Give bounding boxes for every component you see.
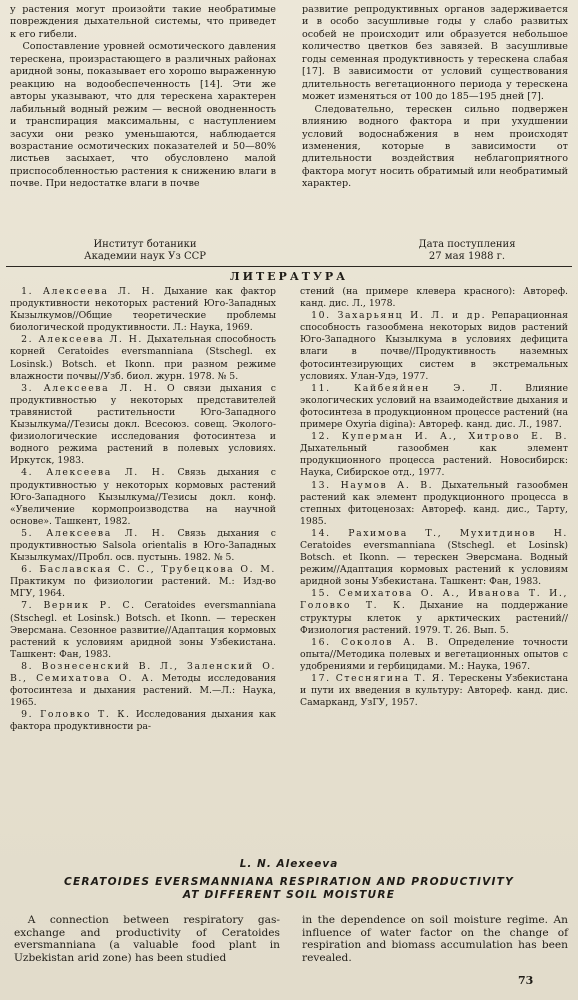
reference-details: Практикум по физиологии растений. М.: Изд-во МГУ, 1964. bbox=[10, 576, 276, 600]
references-right-column bbox=[300, 286, 568, 709]
reference-authors: 7. Верник Р. С. bbox=[21, 600, 136, 612]
reference-authors: 12. Куперман И. А., Хитрово Е. В. bbox=[311, 431, 568, 443]
reference-authors: 3. Алексеева Л. Н. bbox=[21, 382, 159, 394]
reference-details: Ceratoides eversmanniana (Stschegl. et Losinsk.) Botsch. et Ikonn. — терескен Эверсмана. Сезонное развитие//Адаптация кормовых растений к условиям аридной зоны Узбекистана. Ташкент: Фан, 1983. bbox=[10, 600, 276, 660]
reference-item bbox=[10, 528, 276, 564]
reference-details: Дыхание на поддержание структуры клеток у арктических растений//Физиология растений. 1979. Т. 26. Вып. 5. bbox=[300, 600, 568, 636]
literature-heading: ЛИТЕРАТУРА bbox=[229, 270, 349, 283]
reference-details: стений (на примере клевера красного): Автореф. канд. дис. Л., 1978. bbox=[300, 286, 568, 310]
reference-item bbox=[10, 600, 276, 660]
reference-authors: 13. Наумов А. В. bbox=[311, 479, 434, 491]
reference-item bbox=[10, 709, 276, 733]
references-left-column bbox=[10, 286, 276, 733]
institution-line: Институт ботаники bbox=[93, 239, 197, 250]
abstract-text: in the dependence on soil moisture regime. An influence of water factor on the change of respiration and biomass accumulation has been revealed. bbox=[302, 914, 568, 964]
reference-item bbox=[10, 661, 276, 709]
reference-details: О связи дыхания с продуктивностью у некоторых представителей травянистой растительности Юго-Западного Кызылкума//Тезисы докл. Всесоюз. совещ. Эколого-физиологические исследования фотосинтеза и водного режима растений в полевых условиях. Иркутск, 1983. bbox=[10, 382, 277, 467]
reference-authors: 16. Соколов А. В. bbox=[311, 636, 440, 648]
body-text-right-column bbox=[302, 4, 568, 191]
reference-item bbox=[300, 673, 568, 709]
received-value: 27 мая 1988 г. bbox=[428, 251, 506, 263]
reference-item bbox=[300, 528, 568, 588]
reference-details: Дыхательный газообмен как элемент продукционного процесса растений. Новосибирск: Наука, Сибирское отд., 1977. bbox=[300, 443, 568, 479]
body-paragraph: у растения могут произойти такие необратимые повреждения дыхательной системы, что приведет к его гибели. bbox=[10, 4, 276, 40]
reference-authors: 2. Алексеева Л. Н. bbox=[21, 334, 143, 346]
reference-item bbox=[300, 588, 568, 636]
english-title-line: AT DIFFERENT SOIL MOISTURE bbox=[182, 889, 396, 902]
reference-item bbox=[300, 480, 568, 528]
reference-authors: 15. Семихатова О. А., Иванова Т. И., Головко Т. К. bbox=[300, 588, 568, 612]
reference-details: Исследования дыхания как фактора продуктивности ра- bbox=[10, 709, 276, 733]
reference-item bbox=[300, 637, 568, 673]
reference-item bbox=[10, 286, 276, 334]
reference-authors: 17. Стеснягина Т. Я. bbox=[311, 673, 446, 684]
reference-authors: 14. Рахимова Т., Мухитдинов Н. bbox=[311, 527, 568, 539]
reference-item bbox=[300, 286, 568, 310]
reference-authors: 4. Алексеева Л. Н. bbox=[21, 467, 167, 479]
reference-authors: 9. Головко Т. К. bbox=[21, 709, 131, 721]
body-paragraph: развитие репродуктивных органов задерживается и в особо засушливые годы у слабо развитых особей не происходит или образуется небольшое количество цветков без завязей. В засушливые годы семенная продуктивность у терескена слабая [17]. В зависимости от условий существования длительность вегетационного периода у терескена может изменяться от 100 до 185—195 дней [7]. bbox=[302, 4, 568, 103]
received-label: Дата поступления bbox=[418, 239, 516, 250]
reference-details: Дыхание как фактор продуктивности некоторых растений Юго-Западных Кызылкумов//Общие теоретические проблемы биологической продуктивности. Л.: Наука, 1969. bbox=[10, 286, 276, 334]
reference-item bbox=[300, 431, 568, 479]
reference-authors: 1. Алексеева Л. Н. bbox=[21, 286, 156, 297]
reference-item bbox=[10, 383, 276, 468]
reference-details: Дыхательная способность корней Ceratoides eversmanniana (Stschegl. ex Losinsk.) Botsch. et Ikonn. при разном режиме влажности почвы//Узб. биол. журн. 1978. № 5. bbox=[10, 334, 276, 382]
reference-details: Методы исследования фотосинтеза и дыхания растений. М.—Л.: Наука, 1965. bbox=[10, 673, 277, 709]
section-divider bbox=[6, 266, 572, 267]
english-title bbox=[30, 876, 548, 903]
reference-authors: 8. Вознесенский В. Л., Заленский О. В., Семихатова О. А. bbox=[10, 660, 276, 684]
reference-details: Ceratoides eversmanniana (Stschegl. et Losinsk) Botsch. et Ikonn. — терескен Эверсмана. Водный режим//Адаптация кормовых растений к условиям аридной зоны Узбекистана. Ташкент: Фан, 1983. bbox=[300, 539, 568, 588]
reference-authors: 6. Баславская С. С., Трубецкова О. М. bbox=[21, 564, 276, 576]
reference-item bbox=[10, 334, 276, 382]
institution-signature bbox=[40, 239, 250, 264]
reference-item bbox=[10, 564, 276, 600]
page-number: 73 bbox=[518, 974, 534, 987]
reference-details: Связь дыхания с продуктивностью Salsola orientalis в Юго-Западных Кызылкумах//Пробл. осв. пустынь. 1982. № 5. bbox=[10, 527, 276, 564]
body-text-left-column bbox=[10, 4, 276, 191]
english-title-line: CERATOIDES EVERSMANNIANA RESPIRATION AND PRODUCTIVITY bbox=[64, 876, 514, 888]
abstract-text: A connection between respiratory gas-exchange and productivity of Ceratoides eversmanniana (a valuable food plant in Uzbekistan arid zone) has been studied bbox=[14, 914, 280, 964]
reference-details: Терескены Узбекистана и пути их введения в культуру: Автореф. канд. дис. Самарканд, УзГУ, 1957. bbox=[300, 673, 568, 709]
reference-details: Влияние экологических условий на взаимодействие дыхания и фотосинтеза в продукционном процессе растений (на примере Oxyria digina): Автореф. канд. дис. Л., 1987. bbox=[300, 382, 568, 431]
reference-authors: 5. Алексеева Л. Н. bbox=[21, 527, 167, 539]
reference-details: Дыхательный газообмен растений как элемент продукционного процесса в степных фитоценозах: Автореф. канд. дис., Тарту, 1985. bbox=[300, 479, 569, 527]
body-paragraph: Следовательно, терескен сильно подвержен влиянию водного фактора и при ухудшении условий водоснабжения в нем происходят изменения, которые в зависимости от длительности воздействия неблагоприятного фактора могут носить обратимый или необратимый характер. bbox=[302, 103, 568, 190]
english-abstract-left bbox=[14, 914, 280, 964]
body-paragraph: Сопоставление уровней осмотического давления терескена, произрастающего в различных районах аридной зоны, показывает его хорошо выраженную реакцию на водообеспеченность [14]. Эти же авторы указывают, что для терескена характерен лабильный водный режим — весной оводненность и транспирация максимальны, с наступлением засухи они резко уменьшаются, наблюдается возрастание осмотических показателей и 50—80% листьев засыхает, что обусловлено малой приспособленностью растения к снижению влаги в почве. При недостатке влаги в почве bbox=[10, 41, 276, 190]
reference-details: Репарационная способность газообмена некоторых видов растений Юго-Западного Кызылкума в условиях дефицита влаги в почве//Продуктивность наземных фотосинтезирующих систем в экстремальных условиях. Улан-Удэ, 1977. bbox=[300, 310, 568, 382]
reference-item bbox=[300, 310, 568, 383]
english-abstract-right bbox=[302, 914, 568, 964]
received-date bbox=[372, 239, 562, 264]
institution-line: Академии наук Уз ССР bbox=[84, 251, 206, 263]
reference-item bbox=[300, 383, 568, 431]
reference-authors: 11. Кайбеяйнен Э. Л. bbox=[311, 382, 504, 394]
english-author: L. N. Alexeeva bbox=[239, 858, 339, 870]
reference-item bbox=[10, 467, 276, 527]
reference-authors: 10. Захарьянц И. Л. и др. bbox=[311, 310, 487, 322]
reference-details: Определение точности опыта//Методика полевых и вегетационных опытов с удобрениями и гербицидами. М.: Наука, 1967. bbox=[300, 636, 569, 672]
reference-details: Связь дыхания с продуктивностью у некоторых кормовых растений Юго-Западного Кызылкума//Тезисы докл. конф. «Увеличение кормопроизводства на научной основе». Ташкент, 1982. bbox=[10, 467, 276, 527]
